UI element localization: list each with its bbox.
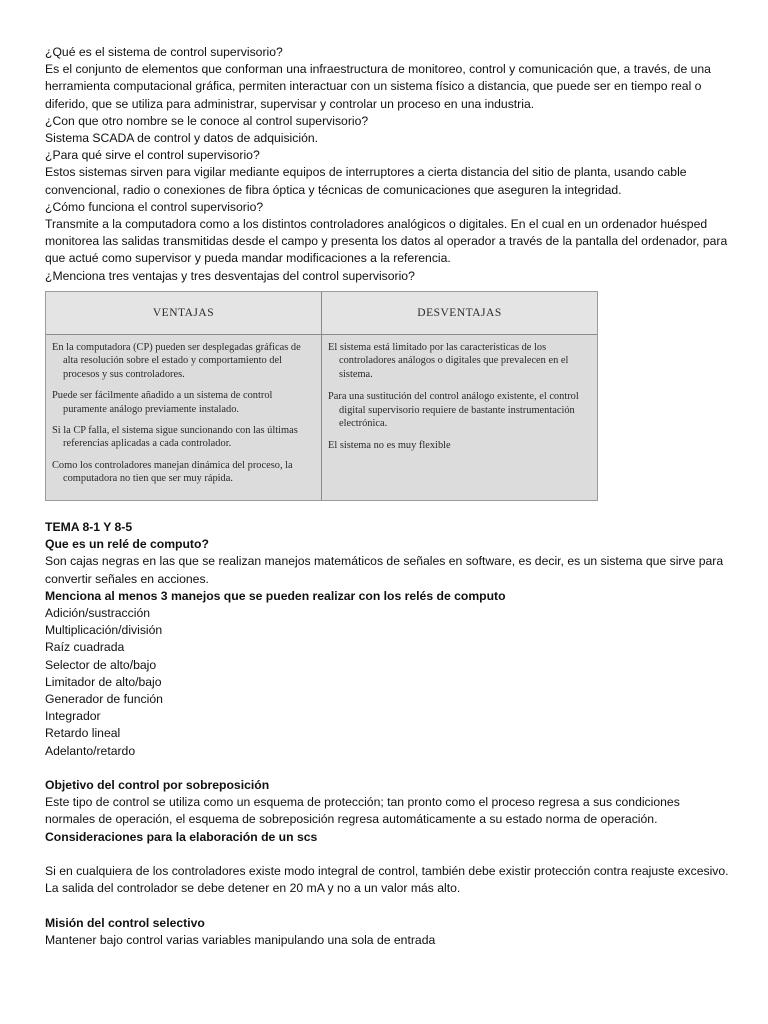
question-advantages: ¿Menciona tres ventajas y tres desventajas del control supervisorio? — [45, 268, 415, 283]
question-what-is: ¿Qué es el sistema de control supervisorio? — [45, 45, 283, 59]
question-relay: Que es un relé de computo? — [45, 537, 209, 552]
advantages-table — [45, 291, 598, 501]
answer-purpose: Estos sistemas sirven para vigilar mediante equipos de interruptores a cierta distancia del sitio de planta, usando cable convencional, radio o conexiones de fibra óptica y técnicas de comunicaciones que aseguren la integridad. — [45, 165, 687, 197]
operation-item: Multiplicación/división — [45, 623, 163, 638]
desventaja-item: Para una sustitución del control análogo existente, el control digital supervisorio requiere de bastante instrumentación electrónica. — [328, 391, 579, 430]
header-desventajas: DESVENTAJAS — [417, 307, 502, 319]
answer-how-works: Transmite a la computadora como a los distintos controladores analógicos o digitales. En el cual en un ordenador huésped monitorea las salidas transmitidas desde el campo y presenta los datos al operador a través de la pantalla del ordenador, para que actué como supervisor y pueda mandar modificaciones a la referencia. — [45, 217, 728, 266]
operation-item: Integrador — [45, 709, 101, 724]
answer-scs-considerations-2: La salida del controlador se debe detener en 20 mA y no a un valor más alto. — [45, 881, 461, 896]
operation-item: Limitador de alto/bajo — [45, 674, 162, 689]
ventaja-item: Si la CP falla, el sistema sigue suncionando con las últimas referencias aplicadas a cada controlador. — [52, 425, 298, 450]
supervisory-control-section — [45, 44, 729, 285]
ventaja-item: Como los controladores manejan dinámica del proceso, la computadora no tien que ser muy rápida. — [52, 459, 293, 485]
table-header — [46, 292, 597, 335]
answer-other-name: Sistema SCADA de control y datos de adquisición. — [45, 131, 319, 146]
header-ventajas: VENTAJAS — [46, 292, 322, 334]
operation-item: Retardo lineal — [45, 726, 121, 741]
spacer — [45, 760, 729, 777]
question-how-works: ¿Cómo funciona el control supervisorio? — [45, 199, 264, 214]
ventaja-item: Puede ser fácilmente añadido a un sistema de control puramente análogo previamente instalado. — [52, 390, 273, 415]
operation-item: Generador de función — [45, 692, 163, 707]
answer-scs-considerations-1: Si en cualquiera de los controladores existe modo integral de control, también debe existir protección contra reajuste excesivo. — [45, 864, 729, 879]
table-body — [46, 335, 597, 501]
topic-heading: TEMA 8-1 Y 8-5 — [45, 520, 133, 534]
operation-item: Adelanto/retardo — [45, 743, 136, 758]
question-other-name: ¿Con que otro nombre se le conoce al control supervisorio? — [45, 113, 369, 128]
spacer — [45, 897, 729, 914]
spacer — [45, 846, 729, 863]
question-scs-considerations: Consideraciones para la elaboración de un scs — [45, 829, 318, 844]
operation-item: Selector de alto/bajo — [45, 657, 157, 672]
question-override-objective: Objetivo del control por sobreposición — [45, 778, 270, 793]
computing-relays-section — [45, 519, 729, 949]
ventajas-column — [46, 335, 322, 501]
operation-item: Adición/sustracción — [45, 606, 150, 621]
desventaja-item: El sistema no es muy flexible — [328, 440, 451, 452]
question-purpose: ¿Para qué sirve el control supervisorio? — [45, 148, 260, 163]
answer-relay: Son cajas negras en las que se realizan manejos matemáticos de señales en software, es decir, es un sistema que sirve para convertir señales en acciones. — [45, 554, 724, 586]
answer-override-objective: Este tipo de control se utiliza como un esquema de protección; tan pronto como el proceso regresa a sus condiciones normales de operación, el esquema de sobreposición regresa automáticamente a su estado norma de operación. — [45, 795, 680, 827]
question-operations: Menciona al menos 3 manejos que se pueden realizar con los relés de computo — [45, 588, 506, 603]
operation-item: Raíz cuadrada — [45, 640, 125, 655]
desventajas-column — [322, 335, 597, 501]
answer-what-is: Es el conjunto de elementos que conforman una infraestructura de monitoreo, control y comunicación que, a través, de una herramienta computacional gráfica, permiten interactuar con un sistema físico a distancia, que puede ser en tiempo real o diferido, que se utiliza para administrar, supervisar y controlar un proceso en una industria. — [45, 62, 711, 111]
ventaja-item: En la computadora (CP) pueden ser desplegadas gráficas de alta resolución sobre el estado y comportamiento del procesos y sus controladores. — [52, 342, 301, 380]
answer-selective-control: Mantener bajo control varias variables manipulando una sola de entrada — [45, 932, 436, 947]
desventaja-item: El sistema está limitado por las características de los controladores análogos o digitales que prevalecen en el sistema. — [328, 342, 569, 380]
question-selective-control: Misión del control selectivo — [45, 915, 205, 930]
